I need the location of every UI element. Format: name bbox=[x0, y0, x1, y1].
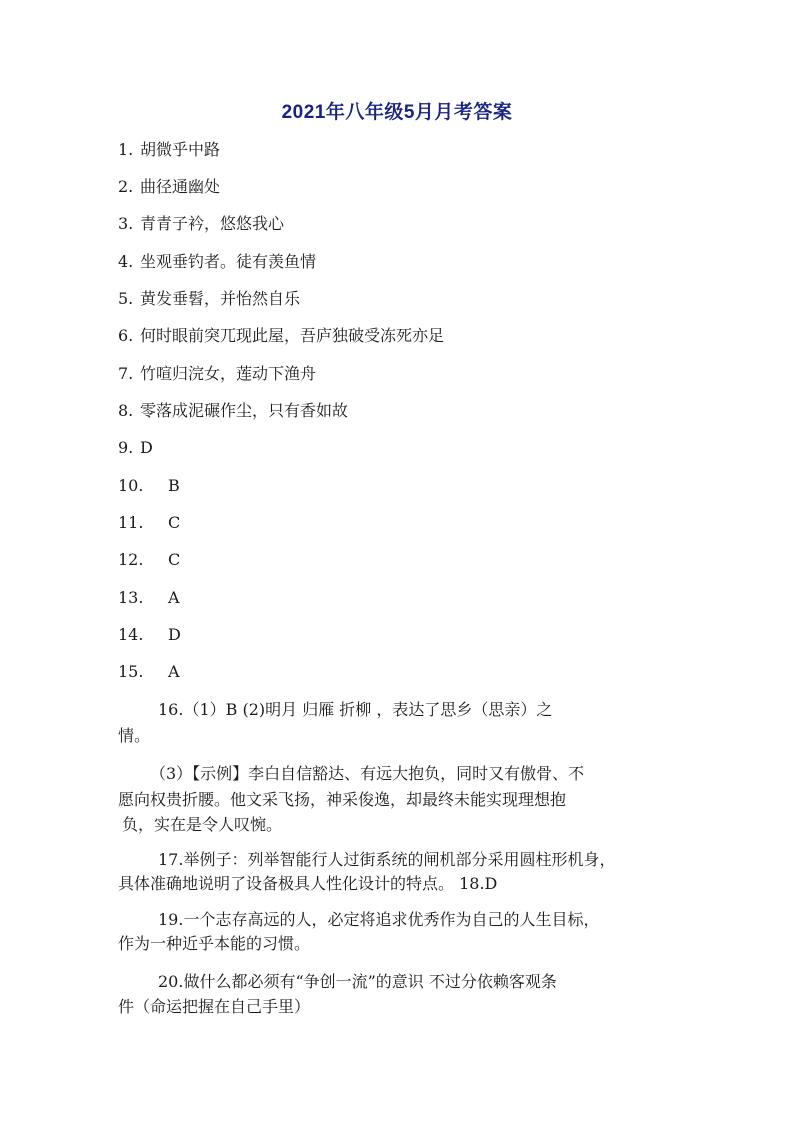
answer-number: 13. bbox=[118, 588, 144, 607]
answer-item bbox=[118, 289, 300, 309]
answer-item bbox=[118, 588, 180, 608]
answer-number: 1. bbox=[118, 140, 134, 159]
answer-text: 零落成泥碾作尘，只有香如故 bbox=[140, 401, 349, 420]
answer-item bbox=[118, 177, 220, 197]
answer-text: D bbox=[168, 625, 181, 644]
answer-text: 胡微乎中路 bbox=[140, 140, 221, 159]
answer-number: 11. bbox=[118, 513, 144, 532]
answer-number: 14. bbox=[118, 625, 144, 644]
answer-text: C bbox=[168, 513, 181, 532]
answer-item bbox=[118, 476, 180, 496]
answer-text: 曲径通幽处 bbox=[140, 177, 221, 196]
answer-item bbox=[118, 438, 153, 458]
answer-item bbox=[118, 214, 284, 234]
answer-item bbox=[118, 625, 181, 645]
q16-part3-line-3: 负，实在是令人叹惋。 bbox=[122, 815, 283, 834]
q17-line-1: 17.举例子：列举智能行人过街系统的闸机部分采用圆柱形机身， bbox=[158, 850, 616, 869]
q19-line-1: 19.一个志存高远的人，必定将追求优秀作为自己的人生目标， bbox=[158, 910, 600, 929]
page-title: 2021年八年级5月月考答案 bbox=[281, 102, 513, 123]
answer-item bbox=[118, 662, 180, 682]
q19-line-2: 作为一种近乎本能的习惯。 bbox=[118, 934, 311, 953]
answer-number: 3. bbox=[118, 214, 134, 233]
answer-number: 7. bbox=[118, 364, 134, 383]
q16-line-2: 情。 bbox=[118, 726, 151, 745]
answer-text: 竹喧归浣女，莲动下渔舟 bbox=[140, 364, 317, 383]
q16-part3-line-1: （3）【示例】李白自信豁达、有远大抱负，同时又有傲骨、不 bbox=[150, 764, 585, 783]
answer-text: C bbox=[168, 550, 181, 569]
answer-text: 何时眼前突兀现此屋，吾庐独破受冻死亦足 bbox=[140, 326, 445, 345]
answer-item bbox=[118, 140, 220, 160]
answer-text: A bbox=[168, 662, 180, 681]
q20-line-2: 件（命运把握在自己手里） bbox=[118, 997, 311, 1016]
answer-item bbox=[118, 550, 180, 570]
answer-number: 9. bbox=[118, 438, 134, 457]
answer-number: 15. bbox=[118, 662, 144, 681]
answer-number: 2. bbox=[118, 177, 134, 196]
answer-number: 12. bbox=[118, 550, 144, 569]
answer-text: 黄发垂髫，并怡然自乐 bbox=[140, 289, 301, 308]
answer-number: 10. bbox=[118, 476, 144, 495]
answer-item bbox=[118, 326, 444, 346]
answer-text: A bbox=[168, 588, 180, 607]
q16-line-1: 16.（1）B (2)明月 归雁 折柳 ，表达了思乡（思亲）之 bbox=[158, 700, 553, 719]
answer-text: 坐观垂钓者。徒有羡鱼情 bbox=[140, 252, 317, 271]
answer-number: 6. bbox=[118, 326, 134, 345]
answer-text: B bbox=[168, 476, 180, 495]
q20-line-1: 20.做什么都必须有“争创一流”的意识 不过分依赖客观条 bbox=[158, 972, 557, 991]
answer-item bbox=[118, 513, 180, 533]
answer-number: 5. bbox=[118, 289, 134, 308]
answer-number: 4. bbox=[118, 252, 134, 271]
answer-item bbox=[118, 401, 348, 421]
q16-part3-line-2: 愿向权贵折腰。他文采飞扬，神采俊逸，却最终未能实现理想抱 bbox=[118, 790, 567, 809]
answer-item bbox=[118, 252, 316, 272]
answer-text: 青青子衿，悠悠我心 bbox=[140, 214, 285, 233]
answer-number: 8. bbox=[118, 401, 134, 420]
q17-line-2: 具体准确地说明了设备极具人性化设计的特点。 18.D bbox=[118, 874, 498, 893]
answer-item bbox=[118, 364, 316, 384]
answer-text: D bbox=[140, 438, 153, 457]
